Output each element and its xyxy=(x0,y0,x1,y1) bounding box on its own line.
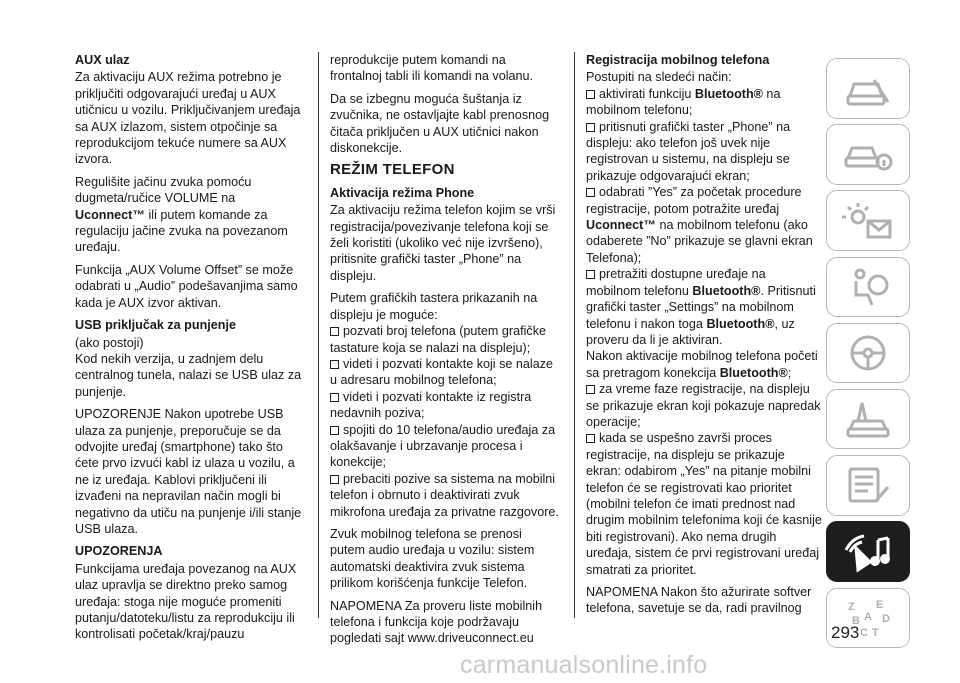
list-item: prebaciti pozive sa sistema na mobilni telefon i obrnuto i deaktivirati zvuk mikrofona uređaja za privatne razgovore. xyxy=(330,471,559,519)
tab-lights[interactable] xyxy=(826,190,910,251)
list-item: aktivirati funkciju Bluetooth® na mobilnom telefonu; xyxy=(586,86,781,118)
svg-text:A: A xyxy=(864,610,872,623)
paragraph: UPOZORENJE Nakon upotrebe USB ulaza za punjenje, preporučuje se da odvojite uređaj (smartphone) tako što ćete prvo izvući kabl iz ulaza u vozilu, a ne iz uređaja. Kablovi priključeni ili izvađeni na nepravilan način mogli bi negativno da utiču na punjenje i/ili stanje USB ulaza. xyxy=(75,407,302,536)
tab-breakdown[interactable] xyxy=(826,389,910,450)
column-divider-1 xyxy=(318,52,319,618)
car-info-icon xyxy=(838,132,898,176)
airbag-safety-icon xyxy=(838,265,898,309)
list-item: videti i pozvati kontakte iz registra nedavnih poziva; xyxy=(330,389,532,421)
checkbox-bullet-icon xyxy=(330,426,339,435)
checkbox-bullet-icon xyxy=(330,475,339,484)
heading-rezim-telefon: REŽIM TELEFON xyxy=(330,161,455,179)
heading-upozorenja: UPOZORENJA xyxy=(75,544,163,559)
steering-wheel-icon xyxy=(838,331,898,375)
tab-multimedia[interactable] xyxy=(826,521,910,582)
column-2 xyxy=(330,52,560,653)
heading-registracija: Registracija mobilnog telefona xyxy=(586,53,770,67)
checkbox-bullet-icon xyxy=(330,393,339,402)
watermark: carmanualsonline.info xyxy=(460,651,708,679)
list-item: pozvati broj telefona (putem grafičke tastature koja se nalazi na displeju); xyxy=(330,324,547,355)
tab-dashboard[interactable] xyxy=(826,58,910,119)
svg-text:E: E xyxy=(876,598,884,611)
svg-text:B: B xyxy=(852,614,860,627)
tab-steering[interactable] xyxy=(826,323,910,384)
multimedia-icon xyxy=(838,530,898,574)
svg-text:Z: Z xyxy=(848,600,855,613)
list-item: pritisnuti grafički taster „Phone” na displeju: ako telefon još uvek nije registrovan u sistemu, na displeju se prikazuje odgovarajući ekran; xyxy=(586,119,791,183)
paragraph: Nakon aktivacije mobilnog telefona početi sa pretragom konekcija Bluetooth®; xyxy=(586,349,818,380)
paragraph: NAPOMENA Za proveru liste mobilnih telefona i funkcija koje podržavaju pogledati sajt www.driveuconnect.eu xyxy=(330,598,543,646)
paragraph: Zvuk mobilnog telefona se prenosi putem audio uređaja u vozilu: sistem automatski deaktivira zvuk sistema prilikom korišćenja funkcije Telefon. xyxy=(330,526,535,591)
car-dashboard-icon xyxy=(838,66,898,110)
paragraph: Kod nekih verzija, u zadnjem delu centralnog tunela, nalazi se USB ulaz za punjenje. xyxy=(75,351,302,399)
list-item: za vreme faze registracije, na displeju se prikazuje ekran koji pokazuje napredak operacije; xyxy=(586,382,821,429)
checkbox-bullet-icon xyxy=(586,90,595,99)
checkbox-bullet-icon xyxy=(586,385,595,394)
tab-service[interactable] xyxy=(826,455,910,516)
checkbox-bullet-icon xyxy=(586,434,595,443)
list-item: pretražiti dostupne uređaje na mobilnom telefonu Bluetooth®. Pritisnuti grafički taster „Settings” na mobilnom telefonu i nakon toga Bluetooth®, uz proveru da li je aktiviran. xyxy=(586,267,816,347)
paragraph: NAPOMENA Nakon što ažurirate softver telefona, savetuje se da, radi pravilnog xyxy=(586,585,812,616)
svg-text:C: C xyxy=(860,626,868,639)
column-1 xyxy=(75,52,305,649)
tab-car-info[interactable] xyxy=(826,124,910,185)
car-breakdown-icon xyxy=(838,397,898,441)
service-maintenance-icon xyxy=(838,463,898,507)
heading-usb: USB priključak za punjenje xyxy=(75,318,236,333)
list-item: videti i pozvati kontakte koji se nalaze u adresaru mobilnog telefona; xyxy=(330,356,554,388)
heading-aux: AUX ulaz xyxy=(75,53,130,67)
svg-text:D: D xyxy=(882,612,890,625)
checkbox-bullet-icon xyxy=(330,360,339,369)
section-tabs xyxy=(826,58,910,654)
checkbox-bullet-icon xyxy=(330,327,339,336)
page-number: 293 xyxy=(831,623,860,642)
paragraph: (ako postoji) xyxy=(75,335,144,350)
paragraph: Regulišite jačinu zvuka pomoću dugmeta/ručice VOLUME na Uconnect™ ili putem komande za regulaciju jačine zvuka na povezanom uređaju. xyxy=(75,174,288,255)
heading-aktivacija: Aktivacija režima Phone xyxy=(330,185,475,200)
checkbox-bullet-icon xyxy=(586,188,595,197)
list-item: kada se uspešno završi proces registracije, na displeju se prikazuje ekran: odabirom „Yes” na pitanje mobilni telefon će se registrovati kao prioritet (mobilni telefon će imati prednost nad drugim mobilnim telefonima koji će kasnije biti registrovani). Ako nema drugih uređaja, sistem će prvi registrovani uređaj smatrati za prioritet. xyxy=(586,431,822,577)
tab-safety[interactable] xyxy=(826,257,910,318)
paragraph: Funkcija „AUX Volume Offset” se može odabrati u „Audio” podešavanjima samo kada je AUX izvor aktivan. xyxy=(75,262,298,310)
column-divider-2 xyxy=(574,52,575,618)
paragraph: Da se izbegnu moguća šuštanja iz zvučnika, ne ostavljajte kabl prenosnog čitača priključen u AUX utičnici nakon diskonekcije. xyxy=(330,91,550,156)
checkbox-bullet-icon xyxy=(586,270,595,279)
svg-text:T: T xyxy=(872,626,879,639)
column-3 xyxy=(586,52,822,623)
paragraph: Postupiti na sledeći način: xyxy=(586,70,732,85)
paragraph: reprodukcije putem komandi na frontalnoj tabli ili komandi na volanu. xyxy=(330,53,534,84)
paragraph: Putem grafičkih tastera prikazanih na displeju je moguće: xyxy=(330,291,538,322)
checkbox-bullet-icon xyxy=(586,123,595,132)
list-item: spojiti do 10 telefona/audio uređaja za olakšavanje i ubrzavanje procesa i konekcije; xyxy=(330,422,556,470)
paragraph: Za aktivaciju AUX režima potrebno je priključiti odgovarajući uređaj u AUX utičnicu u vozilu. Priključivanjem uređaja sa AUX izlazom, sistem otpočinje sa reprodukcijom tekuće numere sa AUX izvora. xyxy=(75,70,301,167)
paragraph: Za aktivaciju režima telefon kojim se vrši registracija/povezivanje telefona koji se želi koristiti (ukoliko već nije izvršeno), pritisnite grafički taster „Phone” na displeju. xyxy=(330,203,556,283)
list-item: odabrati ”Yes” za početak procedure registracije, potom potražite uređaj Uconnect™ na mobilnom telefonu (ako odaberete ”No” prikazuje se glavni ekran Telefona); xyxy=(586,185,813,265)
lights-message-icon xyxy=(838,199,898,243)
paragraph: Funkcijama uređaja povezanog na AUX ulaz upravlja se direktno preko samog uređaja: stoga nije moguće promeniti putanju/datoteku/listu za reprodukciju ili kontrolisati početak/kraj/pauzu xyxy=(75,561,297,642)
